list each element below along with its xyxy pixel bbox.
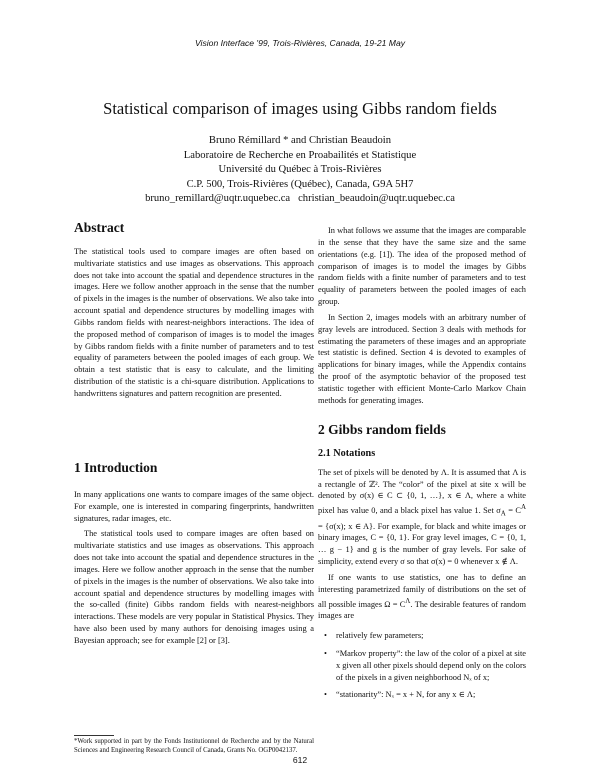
- paper-title: Statistical comparison of images using Gibbs random fields: [103, 99, 497, 118]
- author-names: Bruno Rémillard * and Christian Beaudoin: [208, 135, 392, 146]
- desirable-features-list: [318, 630, 526, 701]
- intro-paragraph-2: The statistical tools used to compare images are often based on multivariate statistics and use images as observations. This approach does not take into account the spatial and dependence structures in the images. Here we follow another approach in the sense that the number of pixels in the images is the number of observations. We also take into account spatial and dependence structures by modelling images with the so-called (finite) Gibbs random fields with nearest-neighbors interactions. These models are very popular in Statistical Physics. They have also been used by many authors for denoising images using a Bayesian approach; see for example [2] or [3].: [74, 529, 314, 645]
- right-paragraph-1: In what follows we assume that the images are comparable in the sense that they have the same size and the same orientations (e.g. [1]). The idea of the proposed method of comparison of images is to model the images by Gibbs random fields with a finite number of parameters and to test equality of parameters between the pooled images of each group.: [318, 226, 526, 307]
- abstract-heading: Abstract: [74, 220, 125, 235]
- footnote-rule: [74, 735, 114, 736]
- notations-paragraph-1: The set of pixels will be denoted by Λ. It is assumed that Λ is a rectangle of ℤ². The “color” of the pixel at site x will be denoted by σ(x) ∈ C ⊂ {0, 1, …}, x ∈ Λ, where a white pixel has value 0, and a black pixel has value 1. Set $\sigma_A = C^A = \{\sigma(x)$; x ∈ A}. For example, for black and white images or binary images, C = {0, 1}. For gray level images, C = {0, 1, … g − 1} and g is the number of gray levels. For sake of simplicity, extend every σ so that σ(x) = 0 whenever x ∉ Λ.: [318, 467, 526, 567]
- introduction-heading: 1 Introduction: [74, 460, 158, 475]
- list-item: • “stationarity”: Nₓ = x + N, for any x ∈ Λ;: [336, 689, 526, 701]
- author-emails: [0, 192, 600, 207]
- running-header: Vision Interface '99, Trois-Rivières, Canada, 19-21 May: [194, 38, 406, 48]
- subsection-2-1-heading: 2.1 Notations: [318, 447, 376, 459]
- page-number: 612: [292, 755, 308, 765]
- notations-paragraph-2: If one wants to use statistics, one has to define an interesting parametrized family of distributions on the set of all possible images $\Omega = C^\Lambda$. The desirable features of random images are: [318, 572, 526, 621]
- email-1: bruno_remillard@uqtr.uquebec.ca: [145, 193, 291, 205]
- author-block: [0, 134, 600, 207]
- author-lab: Laboratoire de Recherche en Proabailités et Statistique: [183, 149, 417, 161]
- author-address: C.P. 500, Trois-Rivières (Québec), Canada, G9A 5H7: [186, 178, 414, 190]
- section-2: [318, 424, 526, 707]
- list-item: • relatively few parameters;: [336, 630, 526, 642]
- right-paragraph-2: In Section 2, images models with an arbitrary number of gray levels are introduced. Section 3 deals with methods for estimating the parameters of these images and an appropriate test statistic is defined. Section 4 is devoted to examples of applications for binary images, while the Appendix contains the proof of the asymptotic behavior of the proposed test statistic together with efficient Monte-Carlo Markov Chain methods for generating images.: [318, 312, 526, 405]
- footnote: *Work supported in part by the Fonds Institutionnel de Recherche and by the Natural Sciences and Engineering Research Council of Canada, Grants No. OGP0042137.: [74, 738, 314, 754]
- email-2: christian_beaudoin@uqtr.uquebec.ca: [298, 193, 455, 205]
- intro-paragraph-1: In many applications one wants to compare images of the same object. For example, one is interested in comparing fingerprints, handwritten signatures, radar images, etc.: [74, 489, 314, 523]
- section-2-heading: 2 Gibbs random fields: [318, 422, 446, 437]
- left-column: [74, 222, 314, 400]
- introduction-section: [74, 462, 314, 647]
- list-item: • “Markov property”: the law of the color of a pixel at site x given all other pixels should depend only on the colors of the pixels in a given neighborhood Nₓ of x;: [336, 648, 526, 684]
- right-column: [318, 225, 526, 407]
- author-university: Université du Québec à Trois-Rivières: [218, 164, 382, 176]
- abstract-text: The statistical tools used to compare images are often based on multivariate statistics and use images as observations. This approach does not take into account the spatial and dependence structures in the images. Here we follow another approach in the sense that the number of pixels in the images is the number of observations. We also take into account spatial and dependence structures by modelling images with Gibbs random fields with nearest-neighbors interactions. The idea of the proposed method of comparison of images is to model the images by Gibbs random fields with a finite number of parameters and to test equality of parameters between the pooled images of each group. We obtain a test statistic that is easy to calculate, and the limiting distribution of the statistic is a chi-square distribution. Applications to handwrittens signatures and pattern recognition are presented.: [74, 246, 314, 398]
